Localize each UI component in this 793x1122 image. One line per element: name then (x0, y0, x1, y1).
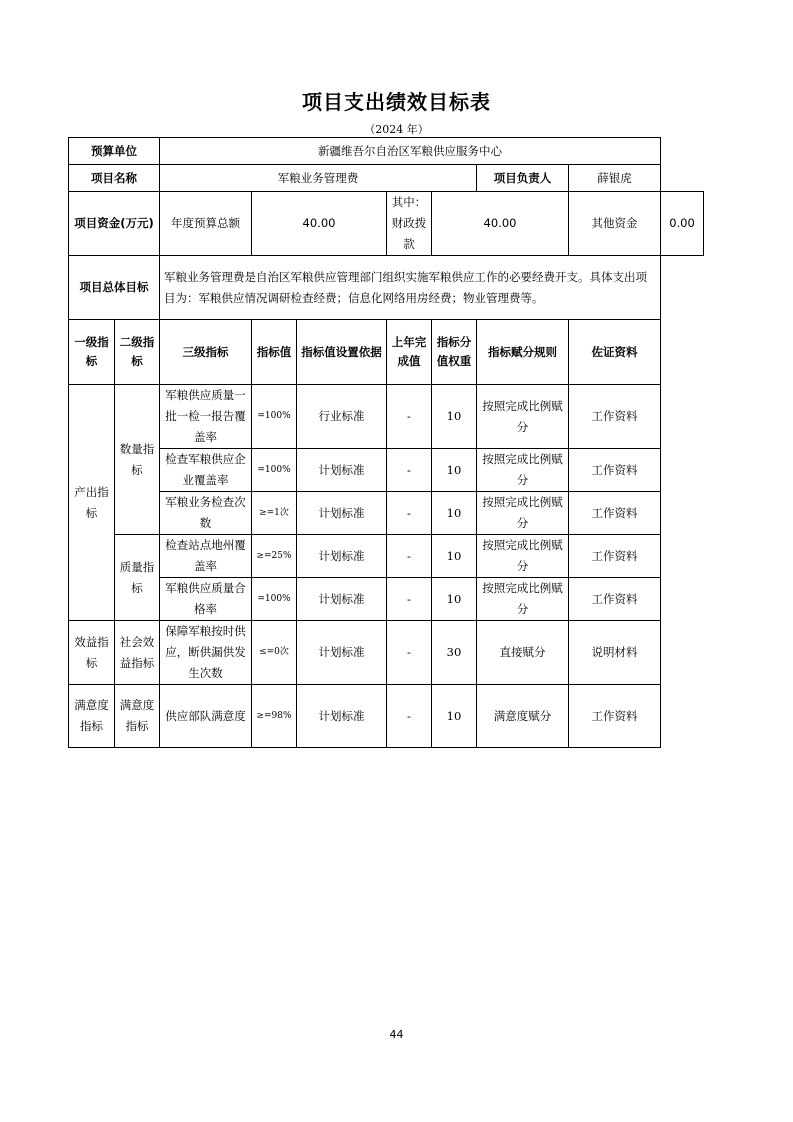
year-subtitle: （2024 年） (364, 123, 429, 136)
indicator-basis: 计划标准 (297, 449, 387, 492)
other-funds-value: 0.00 (661, 192, 704, 256)
table-row (69, 385, 704, 449)
indicator-name: 供应部队满意度 (160, 685, 252, 748)
indicator-value: =100% (252, 449, 297, 492)
header-level3: 三级指标 (160, 320, 252, 385)
group-satisfaction-sub: 满意度指标 (115, 685, 160, 748)
header-level2: 二级指标 (115, 320, 160, 385)
budget-unit-value: 新疆维吾尔自治区军粮供应服务中心 (160, 138, 661, 165)
indicator-scoring-rule: 按照完成比例赋分 (477, 385, 569, 449)
indicator-basis: 计划标准 (297, 492, 387, 535)
header-evidence: 佐证资料 (569, 320, 661, 385)
indicator-name: 保障军粮按时供应，断供漏供发生次数 (160, 621, 252, 685)
indicator-weight: 30 (432, 621, 477, 685)
indicator-scoring-rule: 按照完成比例赋分 (477, 449, 569, 492)
indicator-weight: 10 (432, 449, 477, 492)
header-level1: 一级指标 (69, 320, 115, 385)
indicator-weight: 10 (432, 685, 477, 748)
header-weight: 指标分值权重 (432, 320, 477, 385)
fiscal-allocation-value: 40.00 (432, 192, 569, 256)
other-funds-label: 其他资金 (569, 192, 661, 256)
indicator-evidence: 工作资料 (569, 685, 661, 748)
table-row (69, 492, 704, 535)
indicator-weight: 10 (432, 578, 477, 621)
group-satisfaction: 满意度指标 (69, 685, 115, 748)
indicator-last-year: - (387, 385, 432, 449)
project-funds-row (69, 192, 704, 256)
indicator-last-year: - (387, 449, 432, 492)
group-social-benefit: 社会效益指标 (115, 621, 160, 685)
indicator-scoring-rule: 按照完成比例赋分 (477, 492, 569, 535)
indicator-value: ≥=1次 (252, 492, 297, 535)
project-owner-label: 项目负责人 (477, 165, 569, 192)
indicator-basis: 计划标准 (297, 535, 387, 578)
indicator-value: =100% (252, 578, 297, 621)
table-row (69, 535, 704, 578)
indicator-evidence: 说明材料 (569, 621, 661, 685)
project-name-value: 军粮业务管理费 (160, 165, 477, 192)
budget-unit-row (69, 138, 704, 165)
indicator-evidence: 工作资料 (569, 578, 661, 621)
group-benefit: 效益指标 (69, 621, 115, 685)
header-basis: 指标值设置依据 (297, 320, 387, 385)
indicator-basis: 计划标准 (297, 578, 387, 621)
table-row (69, 621, 704, 685)
indicator-weight: 10 (432, 385, 477, 449)
header-row (69, 320, 704, 385)
indicator-basis: 计划标准 (297, 621, 387, 685)
page-title: 项目支出绩效目标表 (302, 90, 491, 114)
indicator-scoring-rule: 按照完成比例赋分 (477, 578, 569, 621)
indicator-name: 检查站点地州覆盖率 (160, 535, 252, 578)
indicator-evidence: 工作资料 (569, 449, 661, 492)
indicator-weight: 10 (432, 492, 477, 535)
overall-goal-value: 军粮业务管理费是自治区军粮供应管理部门组织实施军粮供应工作的必要经费开支。具体支出项目为：军粮供应情况调研检查经费；信息化网络用房经费；物业管理费等。 (160, 256, 661, 320)
indicator-last-year: - (387, 621, 432, 685)
annual-budget-label: 年度预算总额 (160, 192, 252, 256)
indicator-value: ≥=98% (252, 685, 297, 748)
overall-goal-row (69, 256, 704, 320)
overall-goal-label: 项目总体目标 (69, 256, 160, 320)
page-number: 44 (389, 1028, 404, 1041)
indicator-scoring-rule: 按照完成比例赋分 (477, 535, 569, 578)
indicator-last-year: - (387, 535, 432, 578)
indicator-value: ≤=0次 (252, 621, 297, 685)
indicator-scoring-rule: 直接赋分 (477, 621, 569, 685)
indicator-name: 检查军粮供应企业覆盖率 (160, 449, 252, 492)
fiscal-allocation-label: 其中：财政拨款 (387, 192, 432, 256)
table-row (69, 449, 704, 492)
project-funds-label: 项目资金(万元) (69, 192, 160, 256)
indicator-evidence: 工作资料 (569, 492, 661, 535)
indicator-basis: 行业标准 (297, 385, 387, 449)
project-owner-value: 薛银虎 (569, 165, 661, 192)
group-quality: 质量指标 (115, 535, 160, 621)
performance-target-table (68, 137, 704, 748)
project-name-label: 项目名称 (69, 165, 160, 192)
group-output: 产出指标 (69, 385, 115, 621)
header-target-value: 指标值 (252, 320, 297, 385)
indicator-name: 军粮供应质量合格率 (160, 578, 252, 621)
table-row (69, 685, 704, 748)
indicator-scoring-rule: 满意度赋分 (477, 685, 569, 748)
header-last-year: 上年完成值 (387, 320, 432, 385)
indicator-last-year: - (387, 578, 432, 621)
indicator-value: =100% (252, 385, 297, 449)
group-quantity: 数量指标 (115, 385, 160, 535)
indicator-evidence: 工作资料 (569, 535, 661, 578)
indicator-evidence: 工作资料 (569, 385, 661, 449)
table-row (69, 578, 704, 621)
indicator-value: ≥=25% (252, 535, 297, 578)
project-name-row (69, 165, 704, 192)
indicator-basis: 计划标准 (297, 685, 387, 748)
indicator-weight: 10 (432, 535, 477, 578)
indicator-name: 军粮业务检查次数 (160, 492, 252, 535)
indicator-name: 军粮供应质量一批一检一报告覆盖率 (160, 385, 252, 449)
annual-budget-value: 40.00 (252, 192, 387, 256)
budget-unit-label: 预算单位 (69, 138, 160, 165)
indicator-last-year: - (387, 685, 432, 748)
header-scoring-rule: 指标赋分规则 (477, 320, 569, 385)
indicator-last-year: - (387, 492, 432, 535)
